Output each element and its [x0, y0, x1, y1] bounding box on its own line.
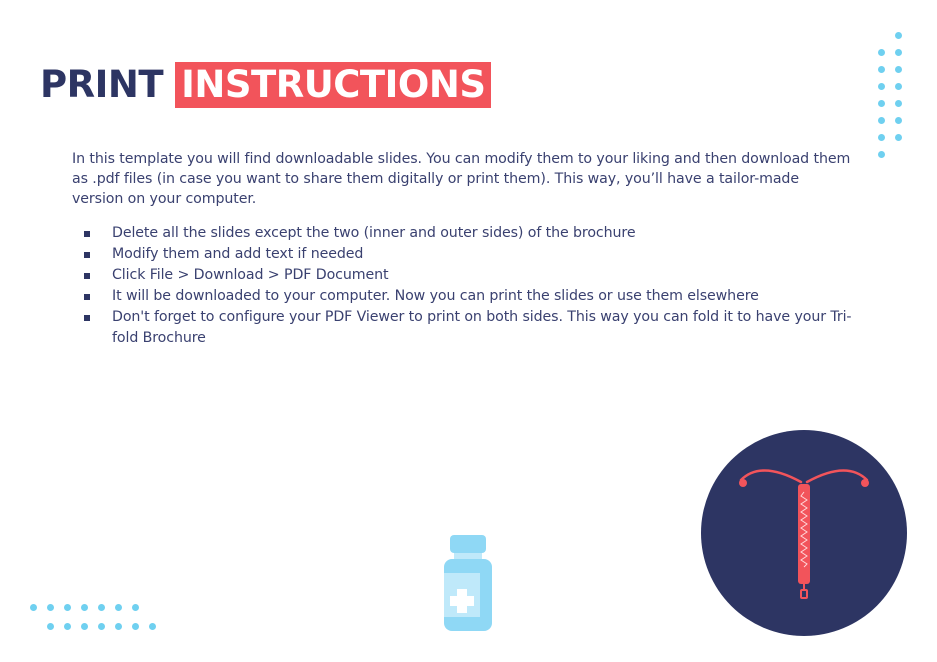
bullet-icon: [84, 252, 90, 258]
list-item: [72, 307, 862, 349]
medicine-bottle-icon: [440, 533, 496, 633]
list-item: [72, 265, 862, 286]
bullet-icon: [84, 294, 90, 300]
bullet-icon: [84, 231, 90, 237]
dot-pattern-top-right: [878, 32, 908, 162]
list-item: [72, 244, 862, 265]
list-item-text: Delete all the slides except the two (inner and outer sides) of the brochure: [112, 225, 636, 241]
list-item-text: Don't forget to configure your PDF Viewer to print on both sides. This way you can fold it to have your Tri-fold Brochure: [112, 309, 852, 346]
list-item: [72, 223, 862, 244]
intro-paragraph: In this template you will find downloadable slides. You can modify them to your liking and then download them as .pdf files (in case you want to share them digitally or print them). This way, you’ll have a tailor-made version on your computer.: [72, 151, 851, 207]
title-word-instructions: INSTRUCTIONS: [175, 62, 491, 108]
iud-icon: [701, 430, 907, 636]
list-item-text: Click File > Download > PDF Document: [112, 267, 389, 283]
list-item: [72, 286, 862, 307]
dot-pattern-bottom-left: [30, 604, 170, 634]
bullet-icon: [84, 315, 90, 321]
list-item-text: It will be downloaded to your computer. Now you can print the slides or use them elsewhere: [112, 288, 759, 304]
title-word-print: PRINT: [40, 63, 164, 106]
bullet-icon: [84, 273, 90, 279]
list-item-text: Modify them and add text if needed: [112, 246, 364, 262]
page-title: [40, 62, 491, 108]
instruction-list: [72, 223, 862, 349]
